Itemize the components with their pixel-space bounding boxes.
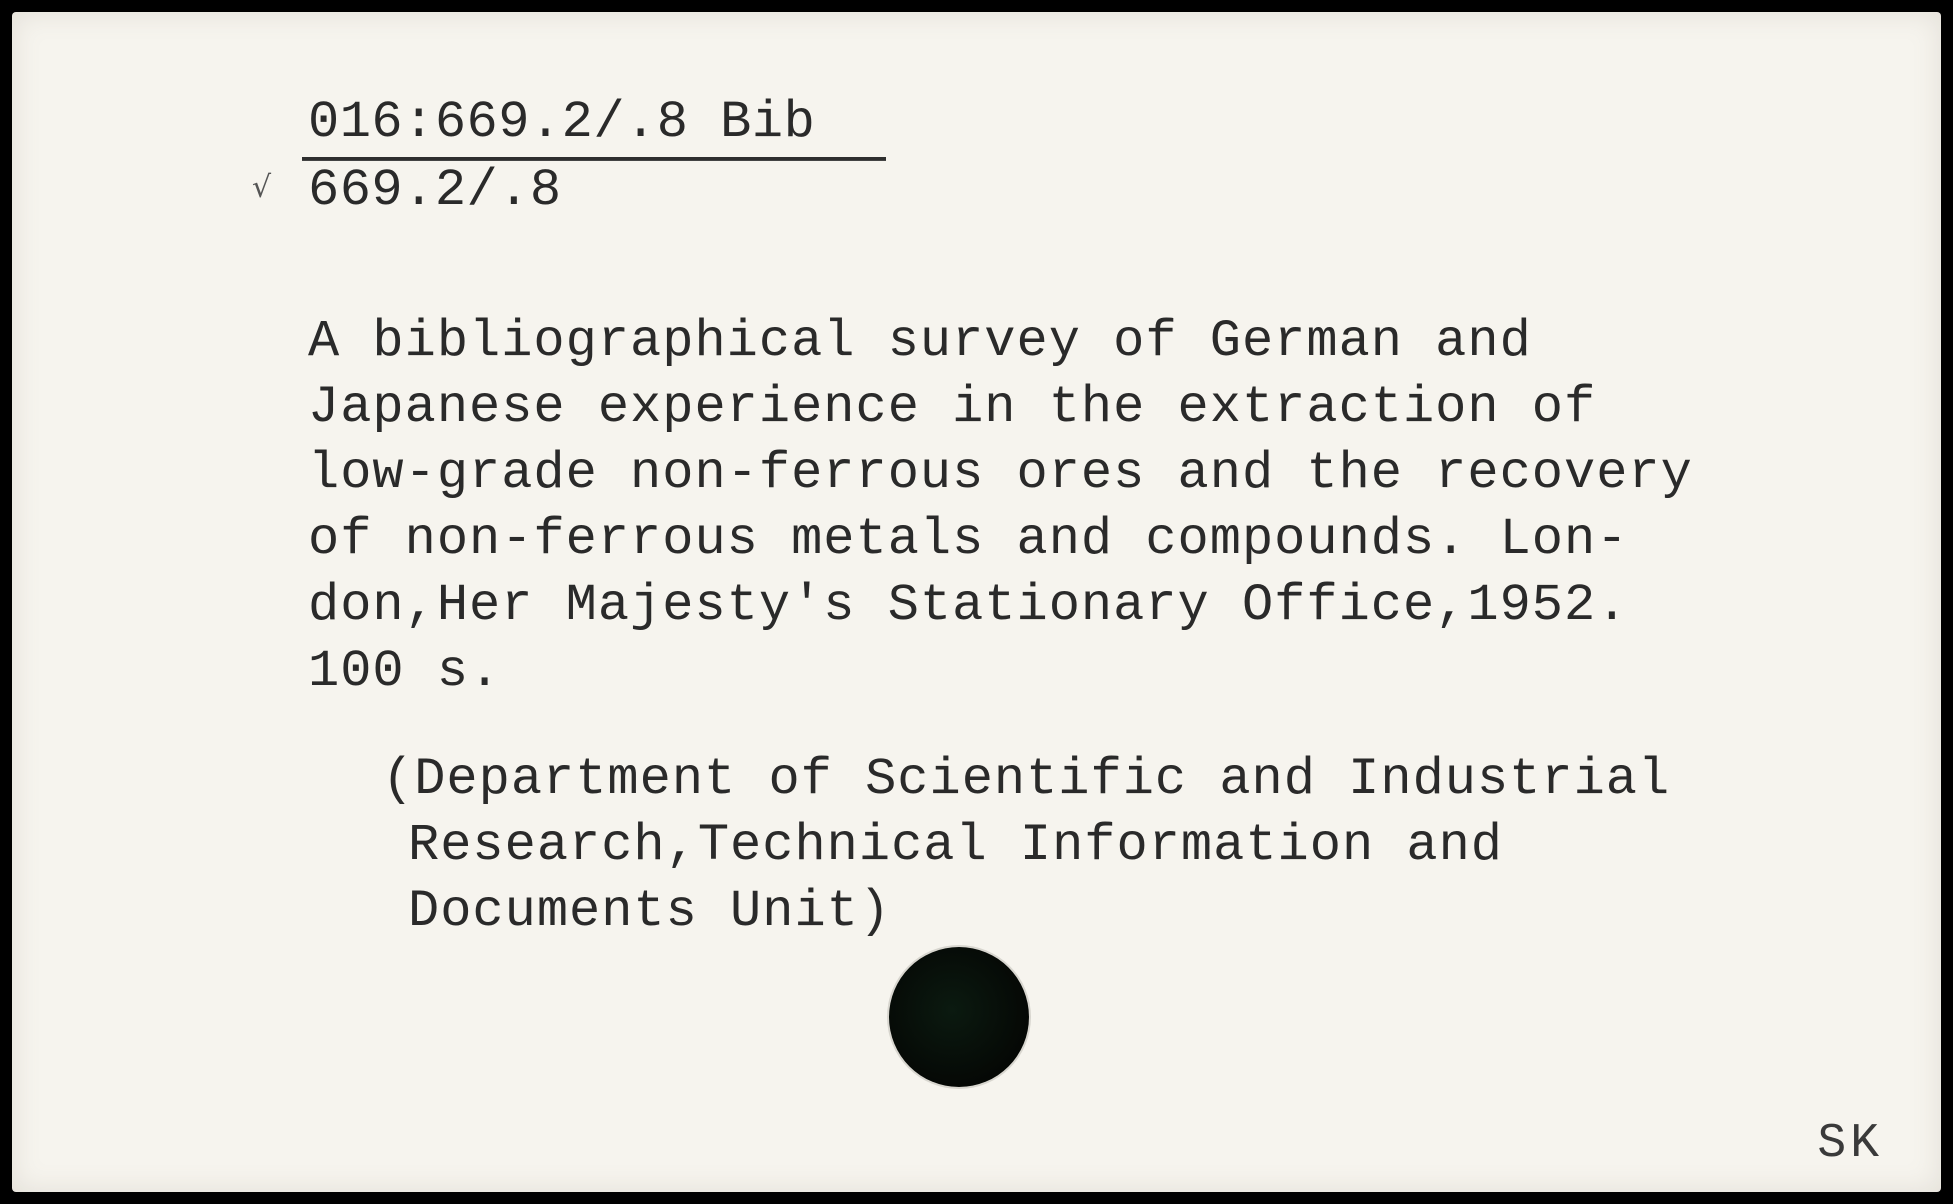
check-mark-icon: √: [252, 170, 272, 205]
entry-line: 100 s.: [308, 642, 502, 701]
entry-line: Japanese experience in the extraction of: [308, 378, 1597, 437]
entry-line: don,Her Majesty's Stationary Office,1952.: [308, 576, 1629, 635]
entry-line: of non-ferrous metals and compounds. Lon-: [308, 510, 1629, 569]
entry-line: low-grade non-ferrous ores and the recovery: [308, 444, 1693, 503]
series-line: Research,Technical Information and: [408, 816, 1503, 875]
series-line: (Department of Scientific and Industrial: [382, 750, 1671, 809]
classmark-bottom: 669.2/.8: [308, 161, 562, 220]
punch-hole: [889, 947, 1029, 1087]
cataloger-initials: SK: [1817, 1117, 1883, 1171]
catalog-card: [12, 12, 1941, 1192]
series-line: Documents Unit): [408, 882, 892, 941]
classmark-top: 016:669.2/.8 Bib: [308, 93, 816, 152]
entry-line: A bibliographical survey of German and: [308, 312, 1532, 371]
